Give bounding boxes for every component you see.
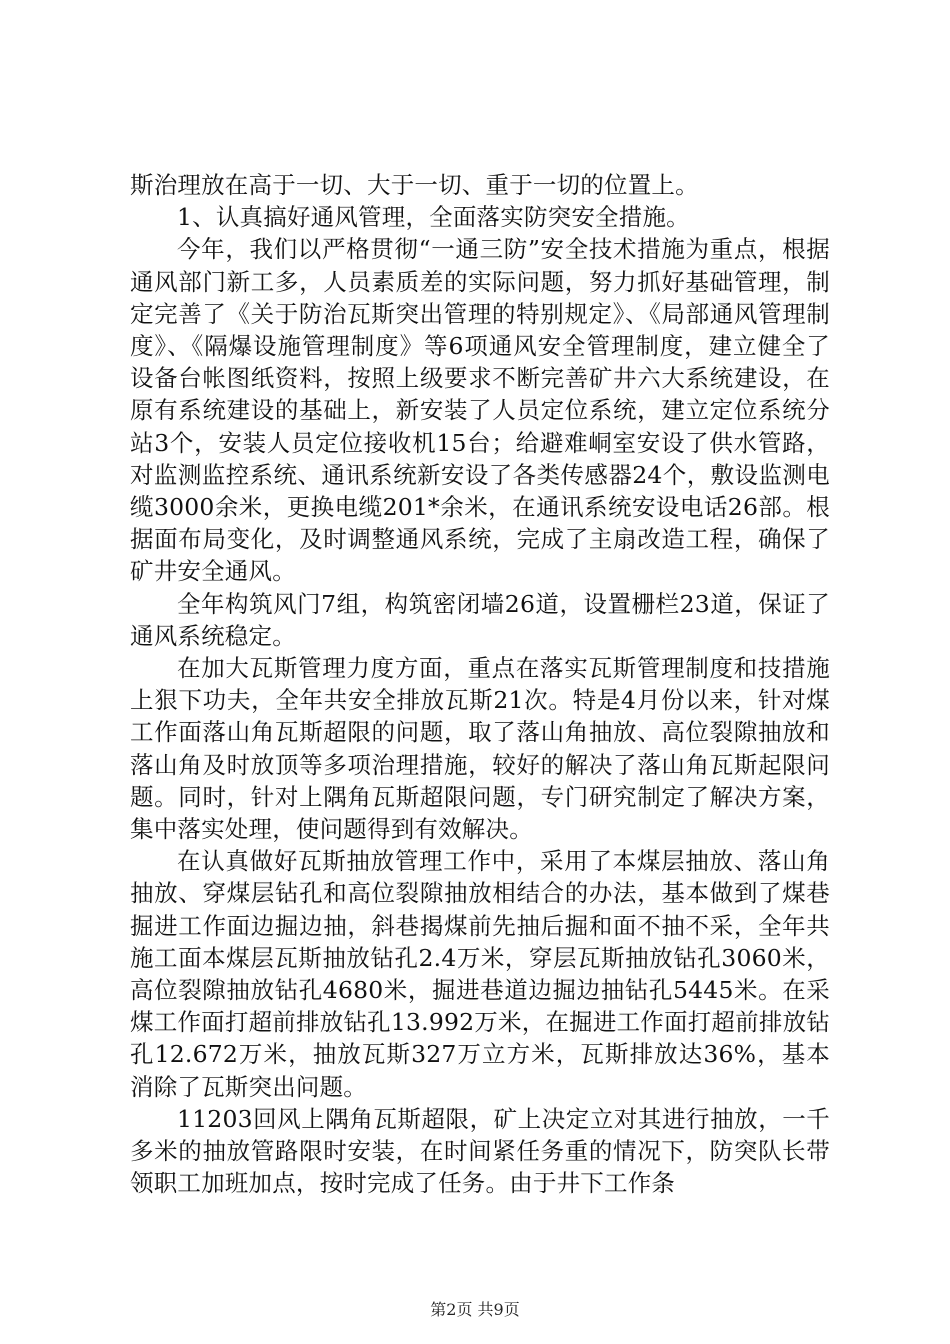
paragraph-1: 斯治理放在高于一切、大于一切、重于一切的位置上。 <box>130 171 699 199</box>
paragraph-7: 11203回风上隅角瓦斯超限，矿上决定立对其进行抽放，一千多米的抽放管路限时安装，在时间紧任务重的情况下，防突队长带领职工加班加点，按时完成了任务。由于井下工作条 <box>130 1104 830 1198</box>
page-footer: 第2页 共9页 <box>430 1300 520 1319</box>
paragraph-6: 在认真做好瓦斯抽放管理工作中，采用了本煤层抽放、落山角抽放、穿煤层钻孔和高位裂隙抽放相结合的办法，基本做到了煤巷掘进工作面边掘边抽，斜巷揭煤前先抽后掘和面不抽不采，全年共施工面本煤层瓦斯抽放钻孔2.4万米，穿层瓦斯抽放钻孔3060米，高位裂隙抽放钻孔4680米，掘进巷道边掘边抽钻孔5445米。在采煤工作面打超前排放钻孔13.992万米，在掘进工作面打超前排放钻孔12.672万米，抽放瓦斯327万立方米，瓦斯排放达36%，基本消除了瓦斯突出问题。 <box>130 847 830 1101</box>
section-heading: 1、认真搞好通风管理，全面落实防突安全措施。 <box>177 203 690 232</box>
body-text <box>130 169 830 1200</box>
paragraph-5: 在加大瓦斯管理力度方面，重点在落实瓦斯管理制度和技措施上狠下功夫，全年共安全排放瓦斯21次。特是4月份以来，针对煤工作面落山角瓦斯超限的问题，取了落山角抽放、高位裂隙抽放和落山角及时放顶等多项治理措施，较好的解决了落山角瓦斯起限问题。同时，针对上隅角瓦斯超限问题，专门研究制定了解决方案，集中落实处理，使问题得到有效解决。 <box>130 654 830 844</box>
paragraph-3: 今年，我们以严格贯彻“一通三防”安全技术措施为重点，根据通风部门新工多，人员素质差的实际问题，努力抓好基础管理，制定完善了《关于防治瓦斯突出管理的特别规定》、《局部通风管理制度》、《隔爆设施管理制度》等6项通风安全管理制度，建立健全了设备台帐图纸资料，按照上级要求不断完善矿井六大系统建设，在原有系统建设的基础上，新安装了人员定位系统，建立定位系统分站3个，安装人员定位接收机15台；给避难峒室安设了供水管路，对监测监控系统、通讯系统新安设了各类传感器24个，敷设监测电缆3000余米，更换电缆201*余米，在通讯系统安设电话26部。根据面布局变化，及时调整通风系统，完成了主扇改造工程，确保了矿井安全通风。 <box>130 235 830 586</box>
paragraph-4: 全年构筑风门7组，构筑密闭墙26道，设置栅栏23道，保证了通风系统稳定。 <box>130 589 830 650</box>
